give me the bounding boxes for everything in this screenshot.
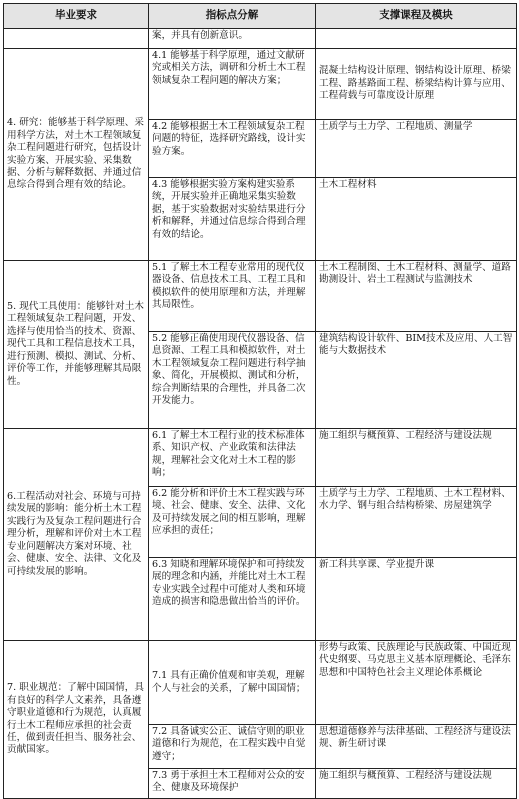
- course-cell-4-2: 土质学与土力学、工程地质、测量学: [316, 120, 517, 178]
- continuation-row: [4, 29, 517, 49]
- indicator-cell-7-3: 7.3 勇于承担土木工程师对公众的安全、健康及环境保护: [149, 769, 316, 799]
- header-row: [4, 4, 517, 29]
- table-row: [4, 261, 517, 332]
- course-cell-7-3: 施工组织与概预算、工程经济与建设法规: [316, 769, 517, 799]
- course-cell-6-3: 新工科共享课、学业提升课: [316, 558, 517, 641]
- course-cell-4-1: 混凝土结构设计原理、钢结构设计原理、桥梁工程、路基路面工程、桥梁结构计算与应用、工程荷载与可靠度设计原理: [316, 49, 517, 120]
- course-cell-7-2: 思想道德修养与法律基础、工程经济与建设法规、新生研讨课: [316, 725, 517, 769]
- indicator-cell-4-2: 4.2 能够根据土木工程领域复杂工程问题的特征，选择研究路线，设计实验方案。: [149, 120, 316, 178]
- course-cell-7-1: 形势与政策、民族理论与民族政策、中国近现代史纲要、马克思主义基本原理概论、毛泽东思想和中国特色社会主义理论体系概论: [316, 641, 517, 725]
- indicator-cell-5-1: 5.1 了解土木工程专业常用的现代仪器设备、信息技术工具、工程工具和模拟软件的使用原理和方法，并理解其局限性。: [149, 261, 316, 332]
- requirement-cell-5: 5. 现代工具使用：能够针对土木工程领域复杂工程问题，开发、选择与使用恰当的技术、资源、现代工具和工程信息技术工具，进行预测、模拟、测试、分析、评价等工作，并能够理解其局限性。: [4, 261, 149, 429]
- graduation-requirements-table: [3, 3, 517, 799]
- table-row: [4, 641, 517, 725]
- indicator-cell-4-1: 4.1 能够基于科学原理，通过文献研究或相关方法，调研和分析土木工程领域复杂工程问题的解决方案；: [149, 49, 316, 120]
- indicator-cell-7-2: 7.2 具备诚实公正、诚信守则的职业道德和行为规范，在工程实践中自觉遵守；: [149, 725, 316, 769]
- course-cell-6-1: 施工组织与概预算、工程经济与建设法规: [316, 429, 517, 487]
- course-cell-4-3: 土木工程材料: [316, 178, 517, 261]
- indicator-cell-6-2: 6.2 能分析和评价土木工程实践与环境、社会、健康、安全、法律、文化及可持续发展之间的相互影响，理解应承担的责任；: [149, 487, 316, 558]
- table-row: [4, 49, 517, 120]
- indicator-cell-6-3: 6.3 知晓和理解环境保护和可持续发展的理念和内涵，并能比对土木工程专业实践全过程中可能对人类和环境造成的损害和隐患做出恰当的评价。: [149, 558, 316, 641]
- indicator-cell-6-1: 6.1 了解土木工程行业的技术标准体系、知识产权、产业政策和法律法规，理解社会文化对土木工程的影响；: [149, 429, 316, 487]
- header-requirement: 毕业要求: [4, 4, 149, 29]
- indicator-cell-5-2: 5.2 能够正确使用现代仪器设备、信息资源、工程工具和模拟软件，对土木工程领域复杂工程问题进行科学抽象、简化，开展模拟、测试和分析，综合判断结果的合理性，并具备二次开发能力。: [149, 332, 316, 429]
- course-cell-continuation: [316, 29, 517, 49]
- requirement-cell-continuation: [4, 29, 149, 49]
- course-cell-5-1: 土木工程制图、土木工程材料、测量学、道路勘测设计、岩土工程测试与监测技术: [316, 261, 517, 332]
- indicator-cell-7-1: 7.1 具有正确价值观和审美观，理解个人与社会的关系，了解中国国情；: [149, 641, 316, 725]
- course-cell-6-2: 土质学与土力学、工程地质、土木工程材料、水力学、钢与组合结构桥梁、房屋建筑学: [316, 487, 517, 558]
- table-row: [4, 429, 517, 487]
- requirement-cell-7: 7. 职业规范：了解中国国情，具有良好的科学人文素养，具备遵守职业道德和行为规范，认真履行土木工程师应承担的社会责任，做到责任担当、服务社会、贡献国家。: [4, 641, 149, 799]
- indicator-cell-4-3: 4.3 能够根据实验方案构建实验系统，开展实验并正确地采集实验数据，基于实验数据对实验结果进行分析和解释，并通过信息综合得到合理有效的结论。: [149, 178, 316, 261]
- table-container: [3, 3, 516, 799]
- indicator-cell-continuation: 案，并具有创新意识。: [149, 29, 316, 49]
- header-courses: 支撑课程及模块: [316, 4, 517, 29]
- course-cell-5-2: 建筑结构设计软件、BIM技术及应用、人工智能与大数据技术: [316, 332, 517, 429]
- header-indicator: 指标点分解: [149, 4, 316, 29]
- requirement-cell-6: 6.工程活动对社会、环境与可持续发展的影响：能分析土木工程实践行为及复杂工程问题进行合理分析，理解和评价对土木工程专业问题解决方案对环境、社会、健康、安全、法律、文化及可持续发展的影响。: [4, 429, 149, 641]
- requirement-cell-4: 4. 研究：能够基于科学原理、采用科学方法，对土木工程领域复杂工程问题进行研究，包括设计实验方案、开展实验、采集数据、分析与解释数据、并通过信息综合得到合理有效的结论。: [4, 49, 149, 261]
